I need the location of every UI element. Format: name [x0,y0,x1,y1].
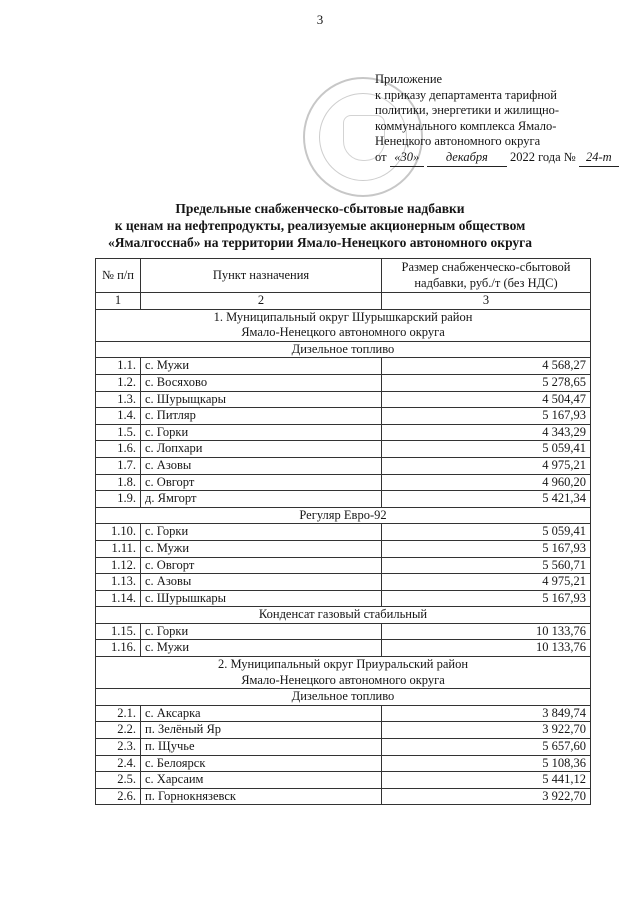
row-number: 1.16. [96,640,141,657]
destination: с. Шурыщкары [141,391,382,408]
document-title [40,200,600,251]
markup-value: 5 421,34 [382,491,591,508]
table-row [96,424,591,441]
destination: с. Овгорт [141,474,382,491]
row-number: 1.15. [96,623,141,640]
section-row [96,657,591,689]
order-number: 24-т [579,150,619,167]
markup-table [95,258,591,805]
table-row [96,457,591,474]
table-body [96,309,591,805]
markup-value: 10 133,76 [382,623,591,640]
page-number: 3 [316,12,324,27]
section-title-line: 1. Муниципальный округ Шурышкарский район [213,309,473,324]
destination: с. Овгорт [141,557,382,574]
date-month: декабря [427,150,507,167]
row-number: 2.2. [96,722,141,739]
title-line: Предельные снабженческо-сбытовые надбавки [175,201,465,216]
destination: с. Мужи [141,540,382,557]
table-row [96,524,591,541]
table-row [96,474,591,491]
table-row [96,755,591,772]
row-number: 1.1. [96,358,141,375]
markup-value: 4 504,47 [382,391,591,408]
section-title [96,657,591,689]
destination: д. Ямгорт [141,491,382,508]
row-number: 2.4. [96,755,141,772]
destination: с. Горки [141,524,382,541]
markup-value: 5 441,12 [382,772,591,789]
row-number: 1.11. [96,540,141,557]
table-row [96,491,591,508]
destination: с. Шурышкары [141,590,382,607]
row-number: 1.2. [96,374,141,391]
section-title [96,309,591,341]
markup-value: 5 059,41 [382,524,591,541]
destination: с. Восяхово [141,374,382,391]
title-line: к ценам на нефтепродукты, реализуемые акционерным обществом [114,218,526,233]
destination: с. Азовы [141,574,382,591]
table-row [96,705,591,722]
fuel-type: Регуляр Евро-92 [96,507,591,524]
markup-value: 3 922,70 [382,722,591,739]
markup-value: 5 108,36 [382,755,591,772]
table-row [96,640,591,657]
row-number: 1.9. [96,491,141,508]
row-number: 1.12. [96,557,141,574]
table-row [96,788,591,805]
markup-value: 4 960,20 [382,474,591,491]
destination: с. Горки [141,424,382,441]
date-prefix: от [375,149,387,164]
table-row [96,772,591,789]
column-number-row [96,293,591,310]
table-row [96,374,591,391]
fuel-type: Конденсат газовый стабильный [96,607,591,624]
destination: с. Питляр [141,408,382,425]
markup-value: 5 167,93 [382,590,591,607]
destination: с. Азовы [141,457,382,474]
row-number: 1.3. [96,391,141,408]
markup-value: 5 059,41 [382,441,591,458]
section-title-line: Ямало-Ненецкого автономного округа [241,672,445,687]
row-number: 2.5. [96,772,141,789]
row-number: 1.5. [96,424,141,441]
table-row [96,590,591,607]
markup-value: 5 167,93 [382,540,591,557]
table-row [96,722,591,739]
fuel-type: Дизельное топливо [96,689,591,706]
table-row [96,574,591,591]
markup-value: 4 568,27 [382,358,591,375]
markup-value: 3 849,74 [382,705,591,722]
column-number: 3 [382,293,591,310]
table-row [96,557,591,574]
header-markup: Размер снабженческо-сбытовой надбавки, руб./т (без НДС) [382,259,591,293]
table-row [96,540,591,557]
appendix-line: Ненецкого автономного округа [375,134,541,149]
appendix-line: политики, энергетики и жилищно- [375,103,560,118]
destination: с. Аксарка [141,705,382,722]
date-year: 2022 года № [509,149,576,164]
destination: с. Горки [141,623,382,640]
fuel-type: Дизельное топливо [96,341,591,358]
fuel-group-row [96,507,591,524]
markup-value: 10 133,76 [382,640,591,657]
column-number: 2 [141,293,382,310]
destination: п. Щучье [141,739,382,756]
markup-value: 5 278,65 [382,374,591,391]
markup-value: 5 657,60 [382,739,591,756]
table-header-row [96,259,591,293]
markup-value: 4 343,29 [382,424,591,441]
row-number: 1.8. [96,474,141,491]
table-row [96,358,591,375]
title-line: «Ямалгосснаб» на территории Ямало-Ненецкого автономного округа [107,235,533,250]
destination: с. Харсаим [141,772,382,789]
section-title-line: Ямало-Ненецкого автономного округа [241,325,445,340]
destination: п. Горнокнязевск [141,788,382,805]
destination: с. Мужи [141,358,382,375]
destination: с. Белоярск [141,755,382,772]
row-number: 1.7. [96,457,141,474]
row-number: 1.10. [96,524,141,541]
column-number: 1 [96,293,141,310]
fuel-group-row [96,341,591,358]
markup-value: 4 975,21 [382,457,591,474]
appendix-line: Приложение [375,72,443,86]
header-destination: Пункт назначения [141,259,382,293]
markup-value: 5 167,93 [382,408,591,425]
destination: с. Мужи [141,640,382,657]
table-row [96,441,591,458]
row-number: 1.6. [96,441,141,458]
appendix-date-line [375,150,635,167]
appendix-line: коммунального комплекса Ямало- [375,118,557,133]
markup-value: 3 922,70 [382,788,591,805]
row-number: 1.14. [96,590,141,607]
fuel-group-row [96,689,591,706]
appendix-block [375,72,635,167]
markup-value: 4 975,21 [382,574,591,591]
row-number: 2.1. [96,705,141,722]
table-row [96,739,591,756]
row-number: 2.3. [96,739,141,756]
fuel-group-row [96,607,591,624]
appendix-line: к приказу департамента тарифной [375,87,557,102]
table-row [96,408,591,425]
table-row [96,391,591,408]
header-number: № п/п [96,259,141,293]
section-title-line: 2. Муниципальный округ Приуральский район [217,657,469,672]
row-number: 2.6. [96,788,141,805]
destination: п. Зелёный Яр [141,722,382,739]
row-number: 1.13. [96,574,141,591]
section-row [96,309,591,341]
destination: с. Лопхари [141,441,382,458]
markup-value: 5 560,71 [382,557,591,574]
date-day: «30» [390,150,424,167]
row-number: 1.4. [96,408,141,425]
table-row [96,623,591,640]
